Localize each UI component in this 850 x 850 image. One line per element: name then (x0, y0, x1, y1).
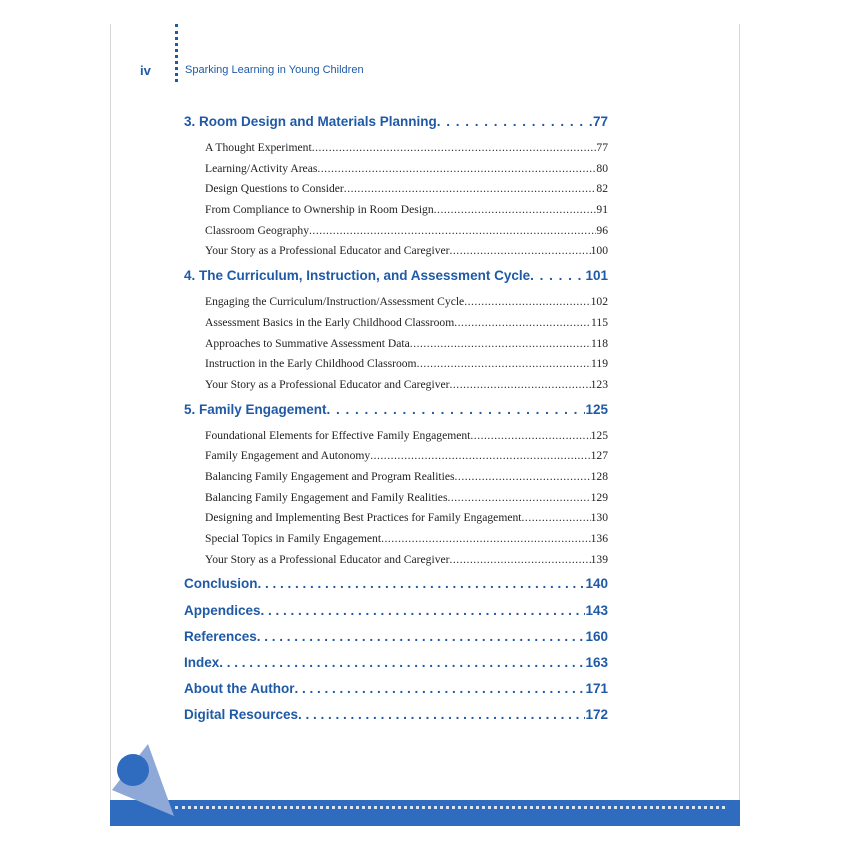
entry-page: 129 (590, 490, 608, 504)
entry-page: 91 (596, 203, 608, 217)
entry-title: Assessment Basics in the Early Childhood Classroom (205, 315, 455, 329)
entry-page: 136 (590, 532, 608, 545)
entry-title: Balancing Family Engagement and Family Realities (205, 490, 448, 504)
circle-shape (117, 754, 149, 786)
section-page: 143 (585, 602, 608, 618)
chapter-page: 125 (585, 401, 608, 417)
entry-page: 100 (590, 244, 608, 258)
entry-title: Family Engagement and Autonomy (205, 449, 371, 463)
entry-title: Engaging the Curriculum/Instruction/Assessment Cycle (205, 295, 465, 309)
section-title: About the Author (184, 681, 295, 697)
chapter-title: 3. Room Design and Materials Planning (184, 114, 437, 129)
section-title: Conclusion (184, 576, 258, 592)
entry-title: Instruction in the Early Childhood Classroom (205, 357, 417, 371)
entry-page: 96 (596, 223, 608, 237)
entry-title: Designing and Implementing Best Practices for Family Engagement (205, 511, 522, 525)
entry-page: 118 (591, 336, 608, 350)
section-title: Index (184, 654, 220, 670)
page-number: iv (140, 63, 151, 78)
entry-page: 123 (590, 377, 608, 391)
entry-title: A Thought Experiment (205, 141, 312, 154)
entry-page: 125 (590, 428, 608, 442)
section-page: 171 (585, 681, 608, 697)
entry-title: Approaches to Summative Assessment Data (205, 336, 410, 350)
entry-title: Foundational Elements for Effective Family Engagement (205, 428, 471, 442)
section-page: 140 (585, 576, 608, 592)
chapter-page: 77 (592, 114, 608, 129)
chapter-page: 101 (585, 268, 608, 284)
section-page: 172 (585, 707, 608, 723)
entry-page: 127 (590, 449, 608, 463)
entry-page: 119 (591, 357, 608, 371)
entry-title: Your Story as a Professional Educator and Caregiver (205, 244, 450, 258)
section-page: 163 (585, 654, 608, 670)
entry-title: Design Questions to Consider (205, 182, 344, 196)
entry-page: 102 (590, 295, 608, 309)
entry-page: 82 (596, 182, 608, 196)
chapter-title: 4. The Curriculum, Instruction, and Assessment Cycle (184, 268, 531, 284)
section-page: 160 (585, 628, 608, 644)
entry-page: 80 (596, 161, 608, 175)
entry-page: 115 (591, 315, 608, 329)
entry-page: 77 (596, 141, 608, 154)
entry-title: Balancing Family Engagement and Program Realities (205, 469, 455, 483)
entry-title: Learning/Activity Areas (205, 161, 318, 175)
section-title: Appendices (184, 602, 261, 618)
chapter-title: 5. Family Engagement (184, 401, 327, 417)
running-head: Sparking Learning in Young Children (185, 64, 364, 76)
entry-title: Special Topics in Family Engagement (205, 532, 382, 545)
section-title: References (184, 628, 257, 644)
entry-title: Your Story as a Professional Educator and Caregiver (205, 377, 450, 391)
entry-page: 139 (590, 552, 608, 566)
entry-title: Your Story as a Professional Educator and Caregiver (205, 552, 450, 566)
entry-title: From Compliance to Ownership in Room Design (205, 203, 434, 217)
section-title: Digital Resources (184, 707, 299, 723)
entry-page: 128 (590, 469, 608, 483)
entry-page: 130 (590, 511, 608, 525)
entry-title: Classroom Geography (205, 223, 310, 237)
